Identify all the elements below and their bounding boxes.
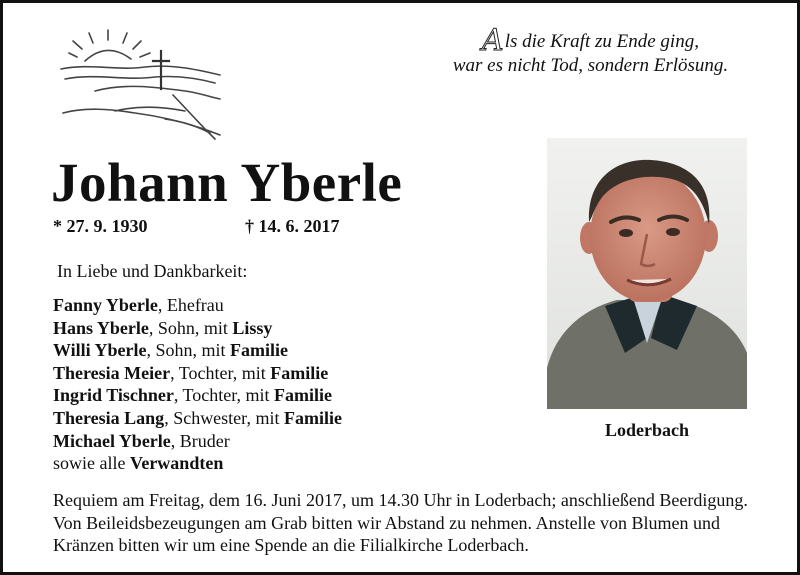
mourner-relation: , Ehefrau [157, 295, 224, 315]
mourner-name: Ingrid Tischner [53, 385, 174, 406]
quote-line-1 [423, 23, 758, 58]
mourner-item [53, 294, 342, 317]
mourner-relation: , Sohn, mit [146, 340, 231, 361]
mourner-name: Theresia Meier [53, 362, 171, 383]
mourner-item [53, 317, 342, 340]
mourner-name: Michael Yberle [53, 430, 171, 451]
mourner-name: Willi Yberle [53, 340, 147, 361]
relatives-bold: Verwandten [129, 453, 224, 474]
place-name: Loderbach [604, 420, 689, 440]
life-dates [53, 216, 340, 237]
mourner-item [53, 339, 342, 362]
mourner-with: Familie [270, 362, 329, 383]
mourner-item [53, 362, 342, 385]
quote-line-1-rest: ls die Kraft zu Ende ging, [504, 31, 699, 52]
mourner-with: Lissy [232, 317, 273, 338]
mourner-with: Familie [230, 340, 288, 361]
mourner-relation: , Tochter, mit [170, 362, 271, 383]
relatives-line [53, 452, 342, 475]
birth-date: * 27. 9. 1930 [53, 216, 148, 236]
mourners-list [53, 294, 342, 475]
mourner-with: Familie [274, 385, 333, 406]
portrait-photo-icon [547, 138, 747, 409]
mourner-item [53, 407, 342, 430]
relatives-prefix: sowie alle [53, 453, 130, 474]
mourner-relation: , Sohn, mit [148, 317, 233, 338]
mourners-intro: In Liebe und Dankbarkeit: [57, 261, 248, 281]
deceased-name: Johann Yberle [51, 152, 403, 213]
mourner-relation: , Bruder [170, 430, 230, 451]
mourner-relation: , Tochter, mit [173, 385, 275, 406]
portrait-photo [547, 138, 747, 409]
mourner-name: Hans Yberle [53, 317, 149, 338]
mourner-relation: , Schwester, mit [164, 407, 284, 428]
sunrise-cross-emblem-icon [55, 29, 225, 144]
quote-text [423, 23, 758, 78]
quote-initial: A [482, 23, 504, 58]
death-date: † 14. 6. 2017 [245, 216, 340, 236]
mourner-item [53, 430, 342, 453]
mourner-with: Familie [283, 407, 342, 428]
quote-line-2: war es nicht Tod, sondern Erlösung. [452, 55, 729, 76]
mourner-name: Theresia Lang [53, 407, 165, 428]
mourner-item [53, 384, 342, 407]
mourner-name: Fanny Yberle [53, 295, 158, 315]
requiem-notice: Requiem am Freitag, dem 16. Juni 2017, um 14.30 Uhr in Loderbach; anschließend Beerdigung. Von Beileidsbezeugungen am Grab bitten wir Abstand zu nehmen. Anstelle von Blumen und Kränzen bitten wir um eine Spende an die Filialkirche Loderbach. [53, 490, 748, 556]
